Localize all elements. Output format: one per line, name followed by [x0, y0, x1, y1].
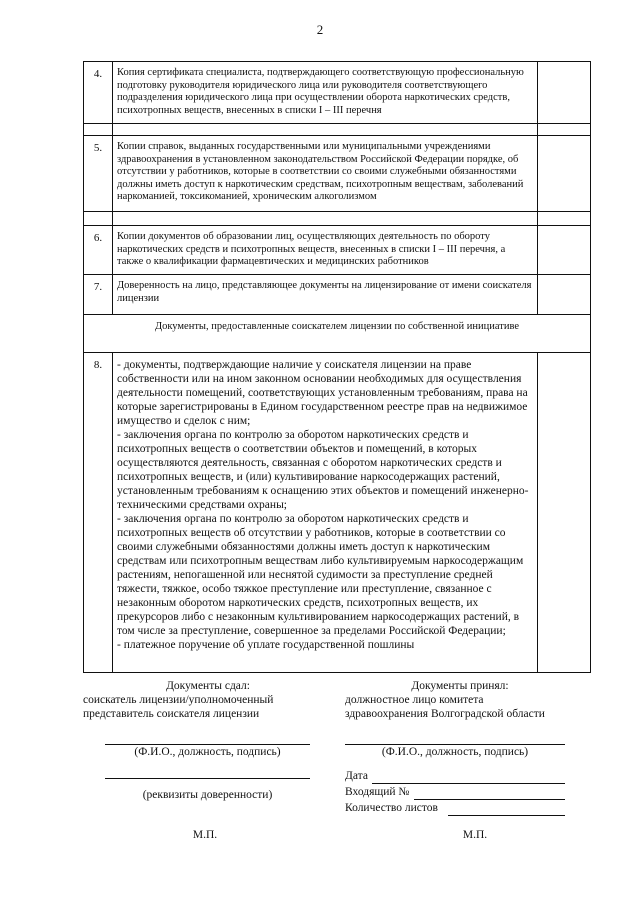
right-block-line2: здравоохранения Волгоградской области: [345, 708, 545, 720]
table-row: [84, 62, 591, 124]
documents-table: [83, 61, 591, 673]
signature-line: [105, 744, 310, 745]
incoming-line: [414, 799, 565, 800]
table-row: [84, 136, 591, 212]
section-header: Документы, предоставленные соискателем лицензии по собственной инициативе: [84, 315, 591, 353]
left-stamp: М.П.: [192, 829, 218, 841]
row-text: Копии справок, выданных государственными или муниципальными учреждениями здравоохранения в установленном законодательством Российской Федерации порядке, об отсутствии у работников, которые в соответствии со своими служебными обязанностями должны иметь доступ к наркотическим средствам, психотропным веществам, заболеваний наркоманией, токсикоманией, хроническим алкоголизмом: [113, 136, 538, 212]
row-number: 5.: [84, 136, 113, 212]
right-block-line1: должностное лицо комитета: [345, 694, 484, 706]
signature-line: [345, 744, 565, 745]
row-text: Копии документов об образовании лиц, осуществляющих деятельность по обороту наркотических средств и психотропных веществ, внесенных в списки I – III перечня, а также о квалификации фармацевтических и медицинских работников: [113, 226, 538, 275]
list-item: - платежное поручение об уплате государственной пошлины: [117, 639, 415, 651]
list-item: - заключения органа по контролю за оборотом наркотических средств и психотропных веществ об отсутствии у работников, которые в соответствии со своими служебными обязанностями должны иметь доступ к наркотическим средствам или психотропным веществам либо культивируемым наркосодержащим растениям, непогашенной или неснятой судимости за преступление средней тяжести, тяжкое, особо тяжкое преступление или преступление, связанное с незаконным оборотом наркотических средств, психотропных веществ, их прекурсоров либо с незаконным культивированием наркосодержащих растений, в том числе за преступление, совершенное за пределами Российской Федерации;: [117, 513, 524, 637]
row8-text: [113, 353, 538, 673]
row-mark-cell: [538, 226, 591, 275]
table-row: [84, 226, 591, 275]
table-row: [84, 275, 591, 315]
row-number: 8.: [84, 353, 113, 673]
table-gap: [84, 212, 591, 226]
sheets-label: Количество листов: [345, 802, 438, 814]
left-block-line2: представитель соискателя лицензии: [83, 708, 260, 720]
date-line: [372, 783, 565, 784]
table-row: [84, 353, 591, 673]
right-block-title: Документы принял:: [411, 680, 509, 692]
row-mark-cell: [538, 275, 591, 315]
row-mark-cell: [538, 353, 591, 673]
row-number: 7.: [84, 275, 113, 315]
list-item: - заключения органа по контролю за оборотом наркотических средств и психотропных веществ о соответствии объектов и помещений, в которых осуществляются деятельность, связанная с оборотом наркотических средств и психотропных веществ, и (или) культивирование наркосодержащих растений, установленным требованиям к оснащению этих объектов и помещений инженерно-техническими средствами охраны;: [117, 429, 529, 511]
row-text: Копия сертификата специалиста, подтверждающего соответствующую профессиональную подготовку руководителя юридического лица или руководителя соответствующего подразделения юридического лица при осуществлении оборота наркотических средств, психотропных веществ, внесенных в списки I – III перечня: [113, 62, 538, 124]
section-header-row: [84, 315, 591, 353]
row-number: 6.: [84, 226, 113, 275]
sheets-line: [448, 815, 565, 816]
left-block-line1: соискатель лицензии/уполномоченный: [83, 694, 274, 706]
list-item: - документы, подтверждающие наличие у соискателя лицензии на праве собственности или на ином законном основании необходимых для осуществления деятельности помещений, соответствующих установленным требованиям, права на которые зарегистрированы в Едином государственном реестре прав на недвижимое имущество и сделок с ним;: [117, 359, 528, 427]
date-label: Дата: [345, 770, 368, 782]
right-stamp: М.П.: [462, 829, 488, 841]
left-fio-caption: (Ф.И.О., должность, подпись): [134, 746, 281, 758]
left-block-title: Документы сдал:: [166, 680, 250, 692]
row-mark-cell: [538, 136, 591, 212]
right-fio-caption: (Ф.И.О., должность, подпись): [381, 746, 529, 758]
details-line: [105, 778, 310, 779]
table-gap: [84, 124, 591, 136]
page-number: 2: [316, 22, 324, 37]
row-mark-cell: [538, 62, 591, 124]
incoming-label: Входящий №: [345, 786, 410, 798]
row-text: Доверенность на лицо, представляющее документы на лицензирование от имени соискателя лицензии: [113, 275, 538, 315]
row-number: 4.: [84, 62, 113, 124]
left-details-caption: (реквизиты доверенности): [142, 789, 273, 801]
